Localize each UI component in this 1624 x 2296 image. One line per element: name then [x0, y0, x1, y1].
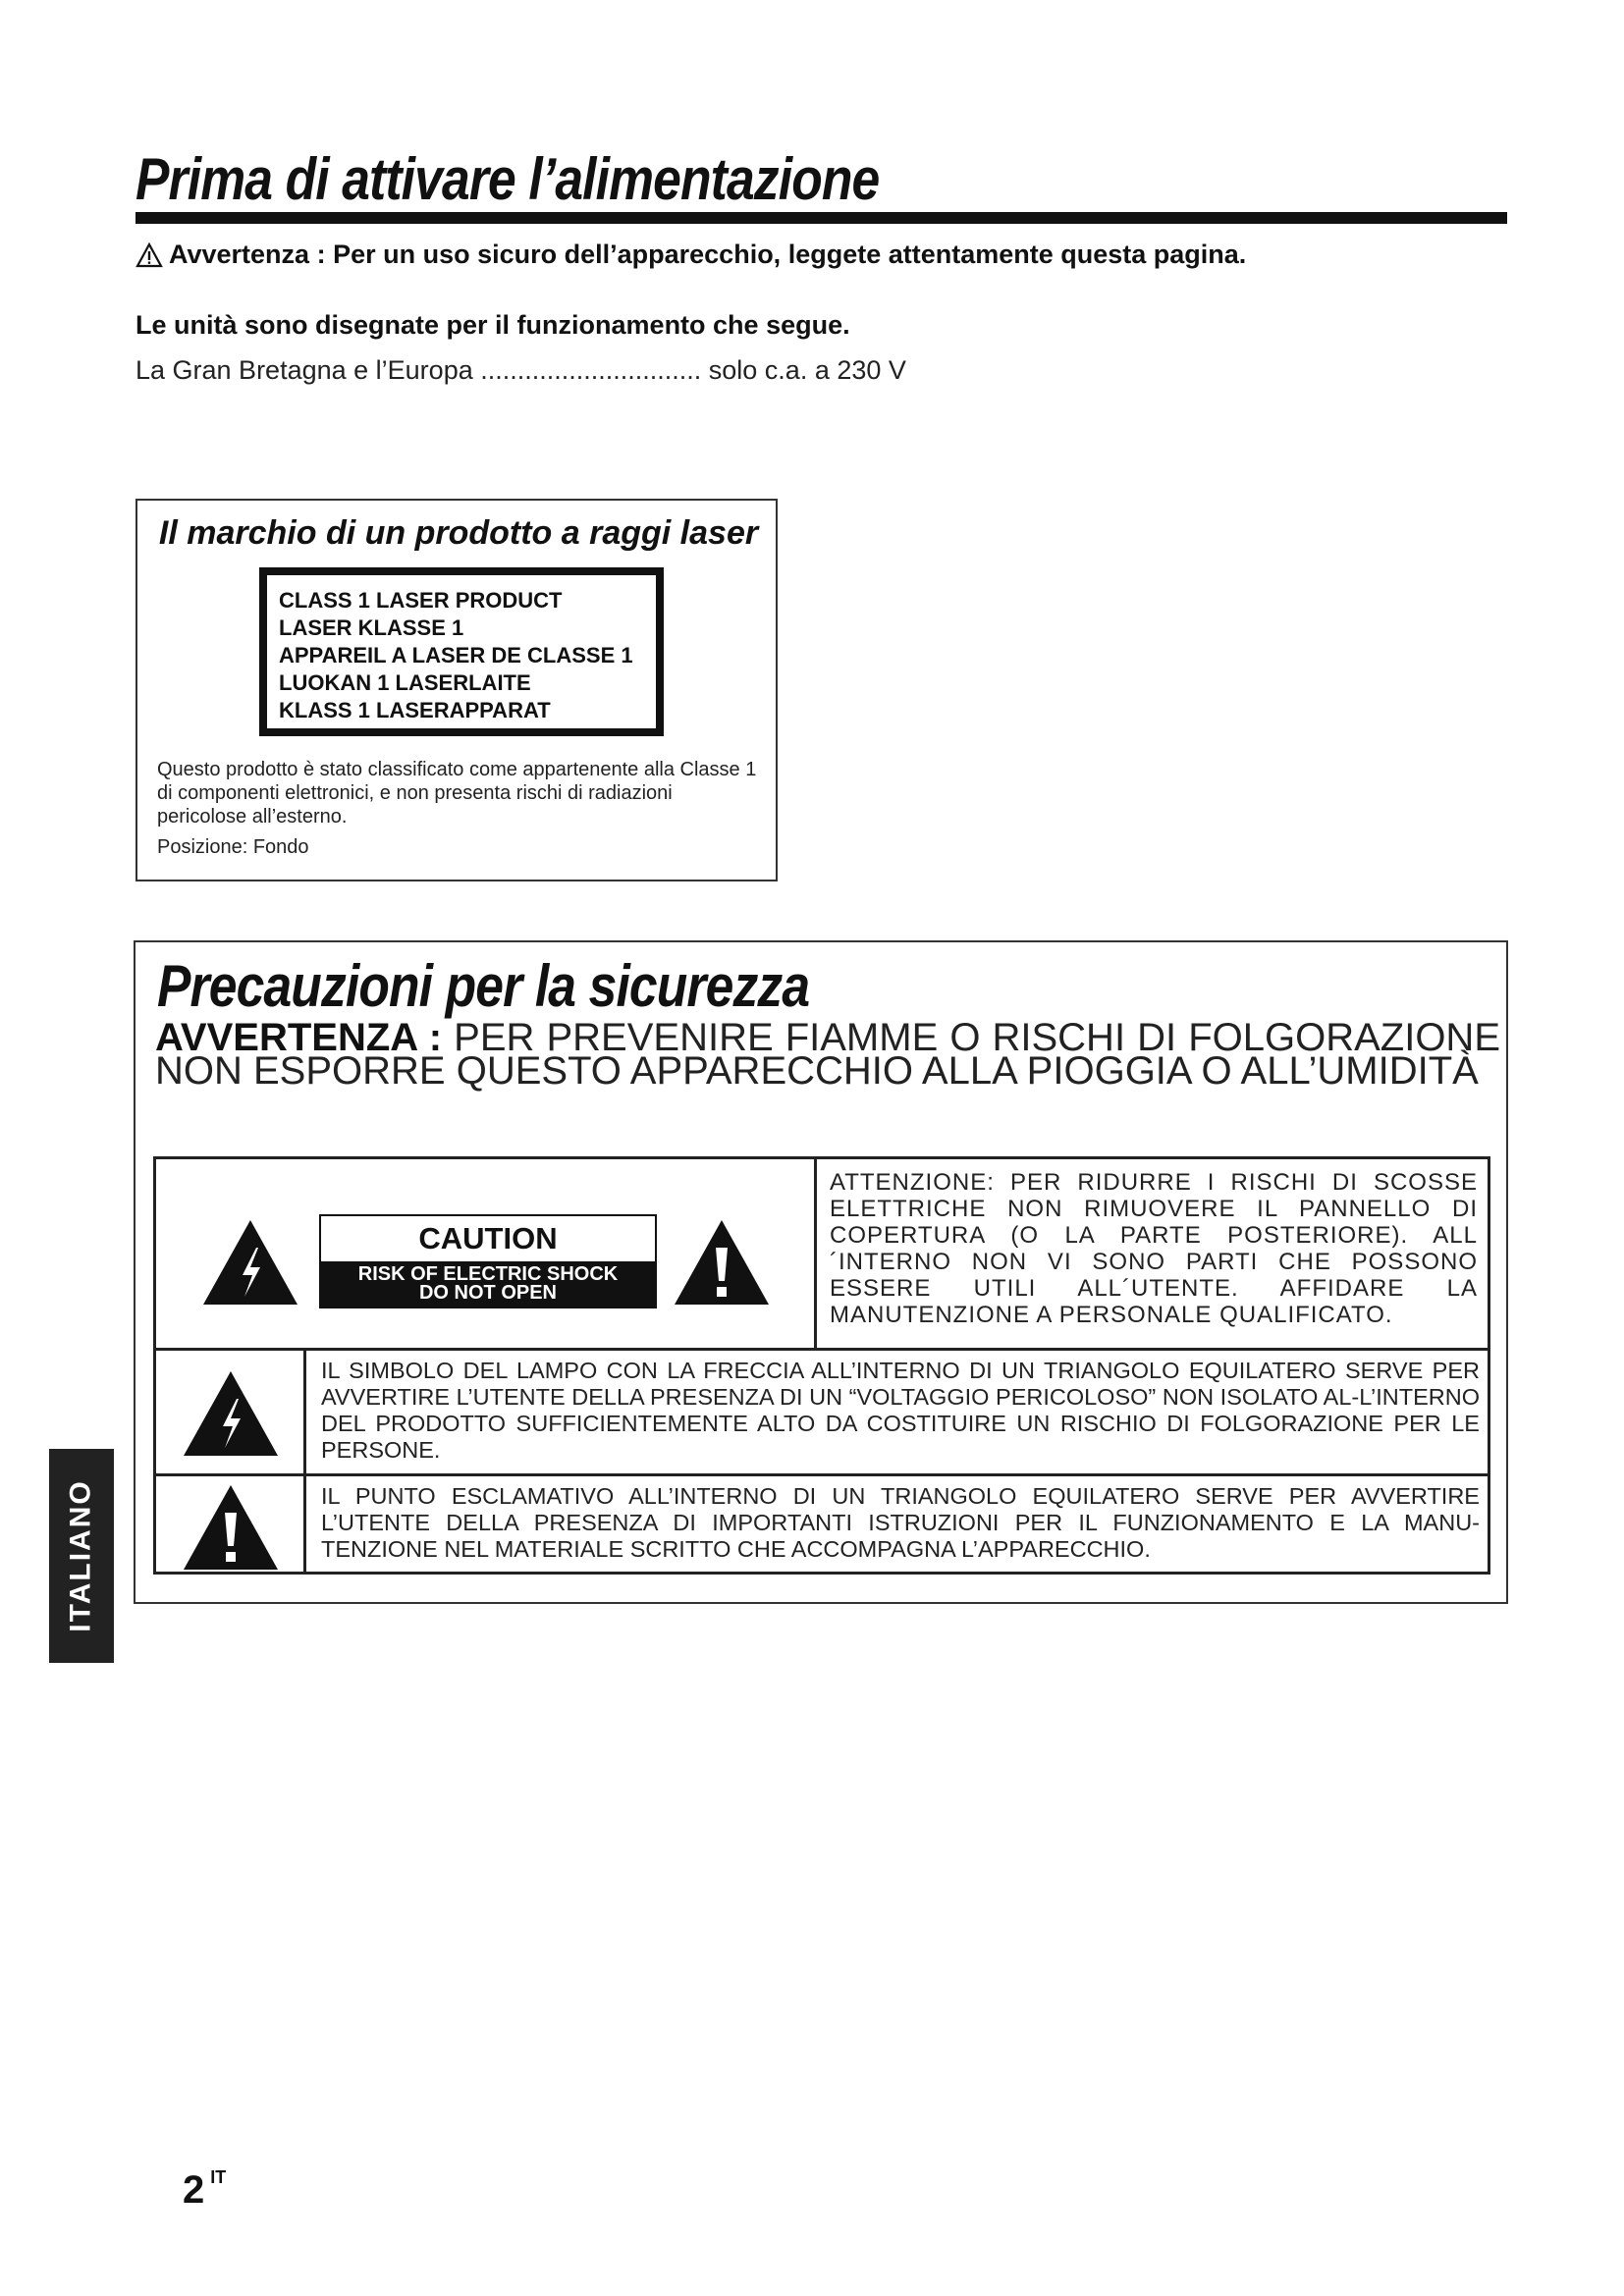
- warning-line: [135, 240, 1246, 270]
- laser-position: Posizione: Fondo: [157, 836, 309, 858]
- table-divider: [156, 1473, 1488, 1476]
- laser-description: Questo prodotto è stato classificato come appartenente alla Classe 1 di componenti elettronici, e non presenta rischi di radiazioni pericolose all’esterno.: [157, 759, 757, 828]
- safety-precautions-box: [134, 940, 1508, 1604]
- laser-label-line: KLASS 1 LASERAPPARAT: [279, 698, 551, 722]
- caution-label: [319, 1214, 657, 1308]
- laser-product-box: [135, 499, 778, 881]
- units-heading: Le unità sono disegnate per il funzionamento che segue.: [135, 310, 850, 340]
- page-number-value: 2: [183, 2168, 205, 2212]
- attention-text: ATTENZIONE: PER RIDURRE I RISCHI DI SCOSSE ELETTRICHE NON RIMUOVERE IL PANNELLO DI COPERTURA (O LA PARTE POSTERIORE). ALL´INTERNO NON VI SONO PARTI CHE POSSONO ESSERE UTILI ALL´UTENTE. AFFIDARE LA MANUTENZIONE A PERSONALE QUALIFICATO.: [830, 1169, 1478, 1328]
- language-tab-label: ITALIANO: [65, 1479, 97, 1632]
- table-divider: [303, 1351, 306, 1572]
- page-title: Prima di attivare l’alimentazione: [135, 146, 880, 212]
- laser-label-line: LASER KLASSE 1: [279, 615, 464, 640]
- lightning-triangle-icon: [201, 1218, 299, 1307]
- laser-label-line: LUOKAN 1 LASERLAITE: [279, 670, 531, 695]
- exclamation-triangle-icon: [673, 1218, 771, 1307]
- caution-table: [153, 1156, 1490, 1575]
- safety-warning: [155, 1016, 1500, 1093]
- caution-line-1: RISK OF ELECTRIC SHOCK: [357, 1263, 619, 1285]
- safety-title: Precauzioni per la sicurezza: [157, 953, 810, 1019]
- caution-line-2: DO NOT OPEN: [418, 1282, 557, 1304]
- exclamation-triangle-icon: [182, 1483, 280, 1572]
- caution-word: CAUTION: [418, 1221, 558, 1255]
- lightning-triangle-icon: [182, 1369, 280, 1458]
- warning-text: Avvertenza : Per un uso sicuro dell’apparecchio, leggete attentamente questa pagina.: [169, 240, 1247, 269]
- table-divider: [814, 1159, 817, 1348]
- language-tab-label-wrap: [49, 1449, 114, 1663]
- laser-class-label: [259, 567, 664, 736]
- lightning-symbol-text: IL SIMBOLO DEL LAMPO CON LA FRECCIA ALL’INTERNO DI UN TRIANGOLO EQUILATERO SERVE PER AVVERTIRE L’UTENTE DELLA PRESENZA DI UN “VOLTAGGIO PERICOLOSO” NON ISOLATO AL-L’INTERNO DEL PRODOTTO SUFFICIENTEMENTE ALTO DA COSTITUIRE UN RISCHIO DI FOLGORAZIONE PER LE PERSONE.: [321, 1358, 1480, 1463]
- warning-lead: AVVERTENZA :: [155, 1016, 443, 1059]
- warning-body: PER PREVENIRE FIAMME O RISCHI DI FOLGORAZIONE NON ESPORRE QUESTO APPARECCHIO ALLA PIOGGIA O ALL’UMIDITÀ: [155, 1016, 1500, 1093]
- table-divider: [156, 1348, 1488, 1351]
- caution-shock-warning: [321, 1261, 655, 1307]
- power-row: La Gran Bretagna e l’Europa .............................. solo c.a. a 230 V: [135, 355, 906, 385]
- title-rule: [135, 212, 1507, 224]
- exclamation-symbol-text: IL PUNTO ESCLAMATIVO ALL’INTERNO DI UN TRIANGOLO EQUILATERO SERVE PER AVVERTIRE L’UTENTE DELLA PRESENZA DI IMPORTANTI ISTRUZIONI PER IL FUNZIONAMENTO E LA MANU-TENZIONE NEL MATERIALE SCRITTO CHE ACCOMPAGNA L’APPARECCHIO.: [321, 1483, 1480, 1562]
- laser-label-line: APPAREIL A LASER DE CLASSE 1: [279, 643, 633, 667]
- page-number: [183, 2167, 226, 2213]
- laser-box-title: Il marchio di un prodotto a raggi laser: [158, 514, 759, 552]
- warning-triangle-icon: [135, 242, 163, 268]
- page-number-suffix: IT: [210, 2167, 227, 2187]
- laser-label-line: CLASS 1 LASER PRODUCT: [279, 588, 563, 613]
